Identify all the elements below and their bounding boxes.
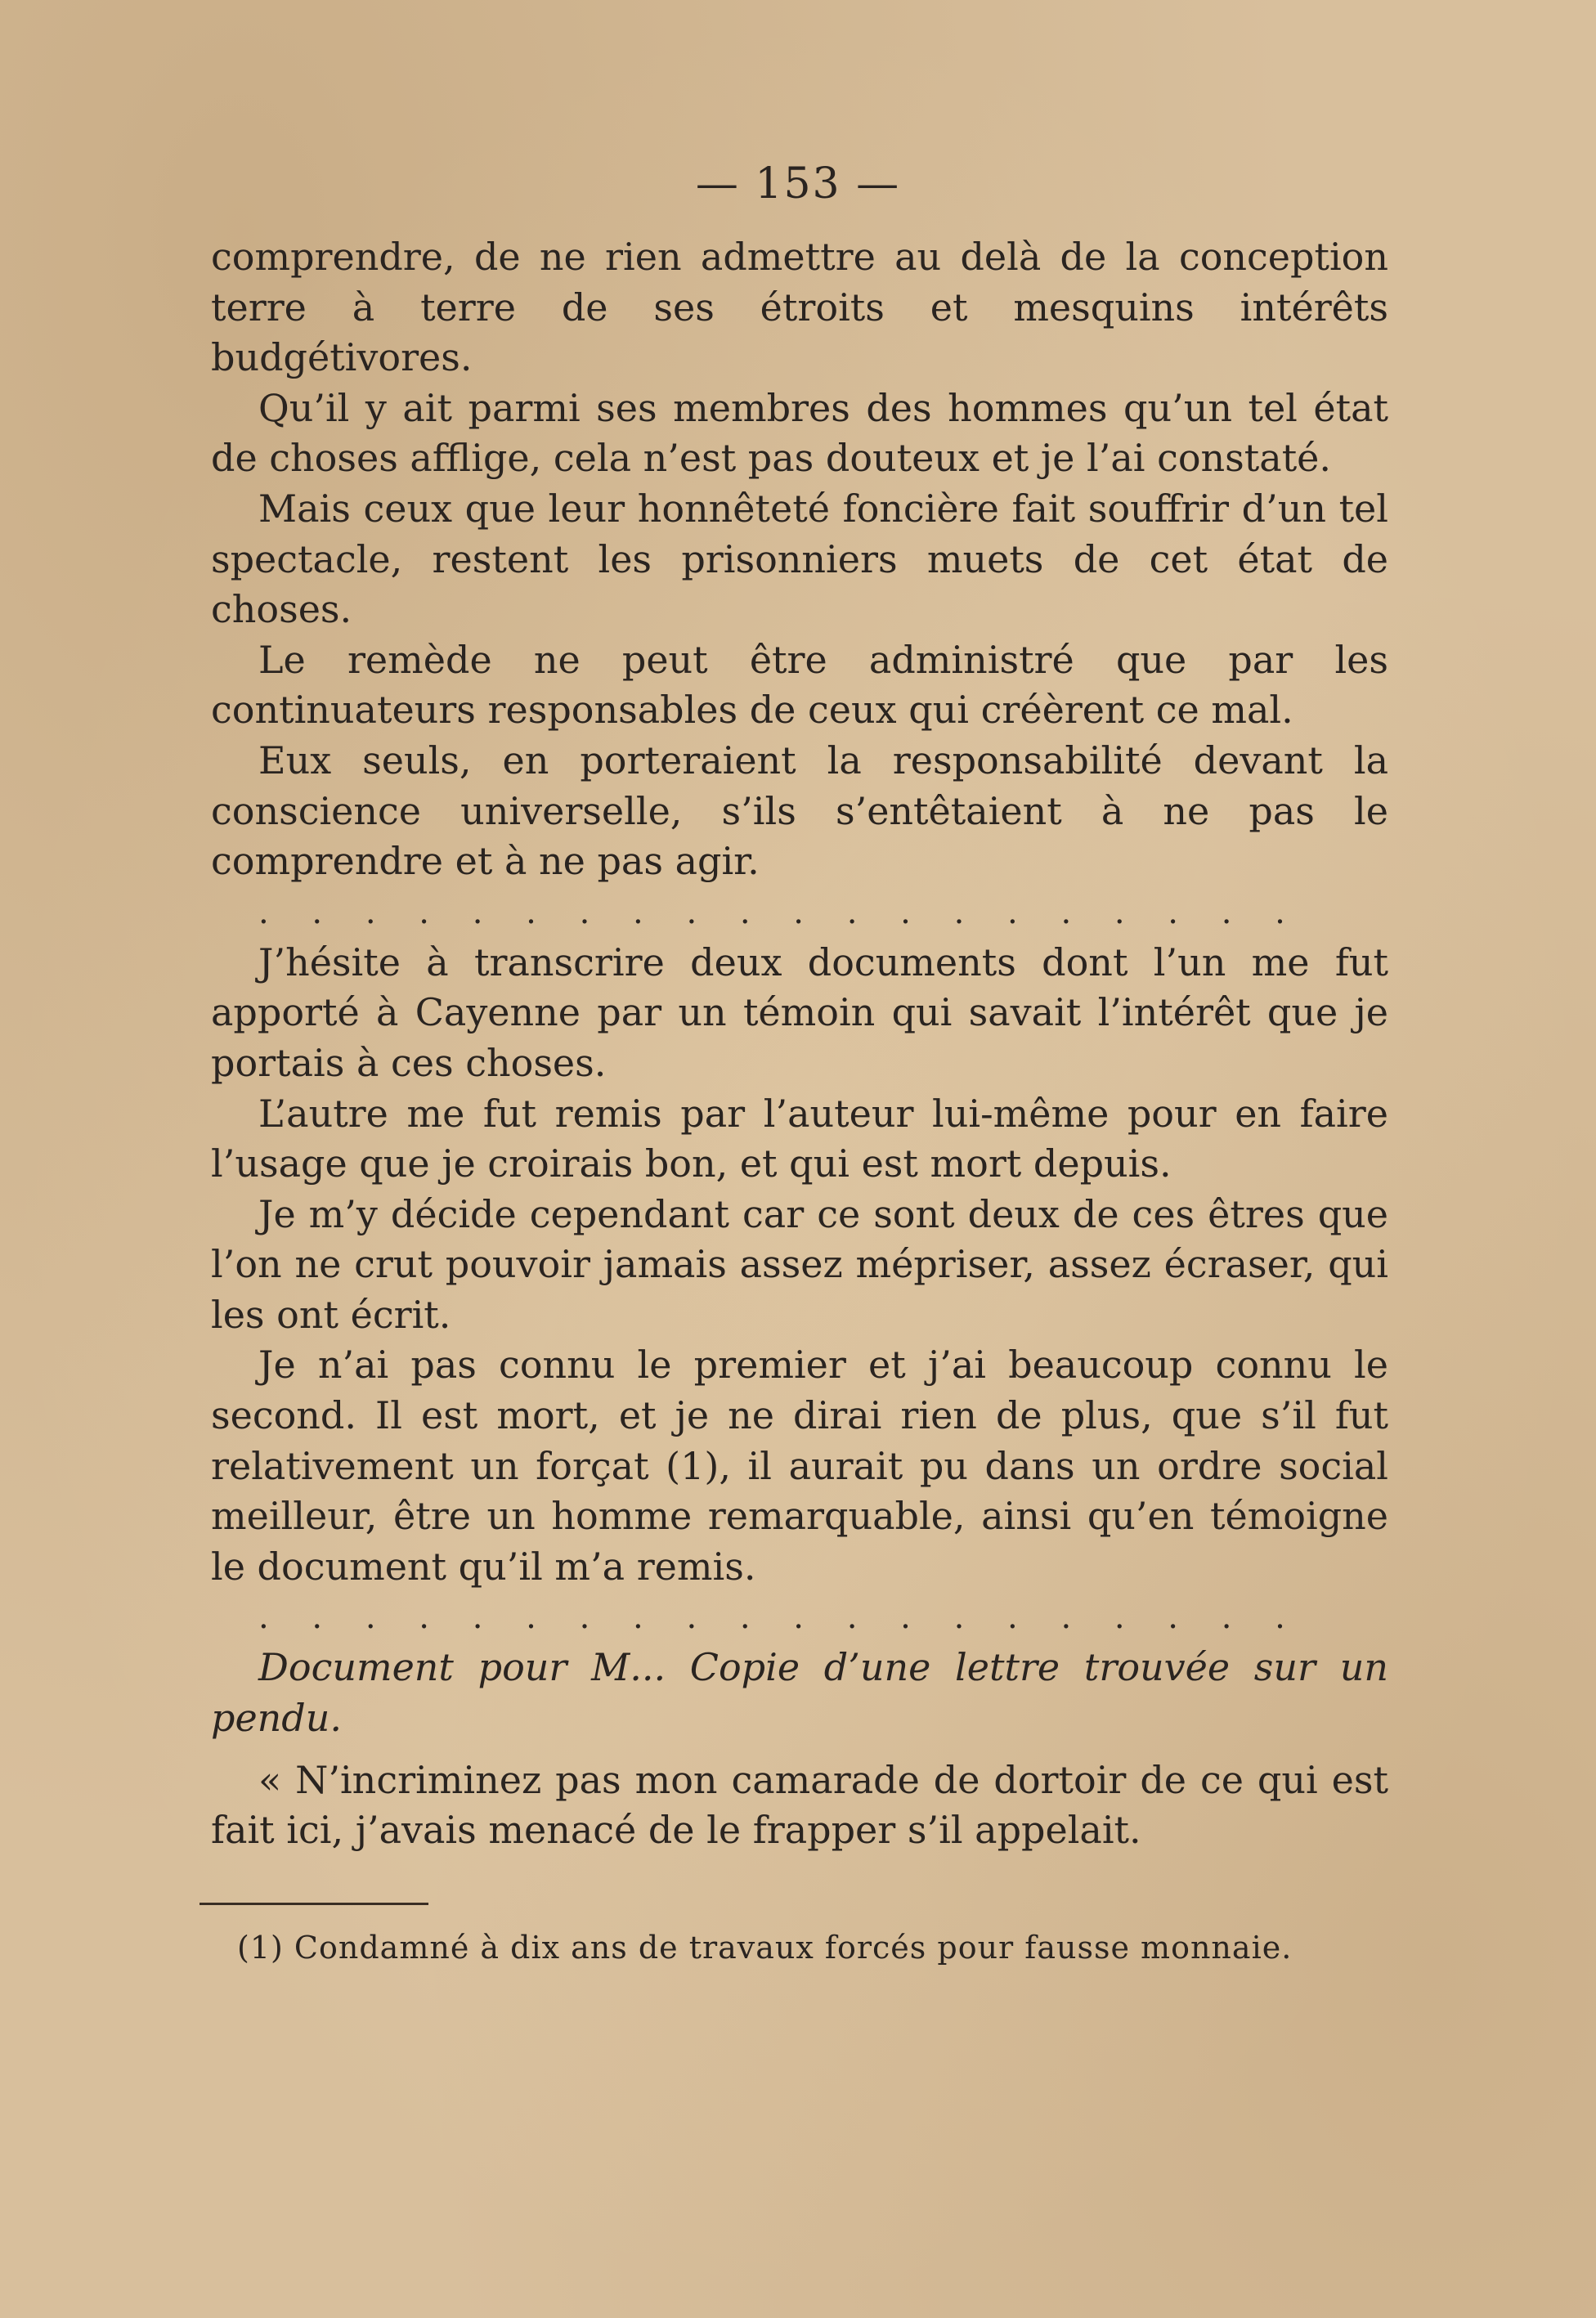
dotted-separator: . . . . . . . . . . . . . . . . . . . .: [258, 1598, 1302, 1637]
document-title: Document pour M... Copie d’une lettre trouvée sur un pendu.: [211, 1645, 1388, 1741]
paragraph: Mais ceux que leur honnêteté foncière fait souffrir d’un tel spectacle, restent les prisonniers muets de cet état de choses.: [211, 486, 1388, 632]
footnote: (1) Condamné à dix ans de travaux forcés pour fausse monnaie.: [237, 1930, 1293, 1966]
paragraph: Je n’ai pas connu le premier et j’ai beaucoup connu le second. Il est mort, et je ne dirai rien de plus, que s’il fut relativement un forçat (1), il aurait pu dans un ordre social meilleur, être un homme remarquable, ainsi qu’en témoigne le document qu’il m’a remis.: [211, 1343, 1388, 1589]
paragraph: Je m’y décide cependant car ce sont deux de ces êtres que l’on ne crut pouvoir jamais assez mépriser, assez écraser, qui les ont écrit.: [211, 1191, 1388, 1337]
page-number: — 153 —: [695, 159, 901, 208]
paragraph: L’autre me fut remis par l’auteur lui-même pour en faire l’usage que je croirais bon, et qui est mort depuis.: [211, 1091, 1388, 1186]
dotted-separator: . . . . . . . . . . . . . . . . . . . .: [258, 893, 1302, 931]
quote-paragraph: « N’incriminez pas mon camarade de dortoir de ce qui est fait ici, j’avais menacé de le frapper s’il appelait.: [211, 1757, 1388, 1853]
paragraph: comprendre, de ne rien admettre au delà de la conception terre à terre de ses étroits et mesquins intérêts budgétivores.: [211, 235, 1388, 380]
footnote-divider: [200, 1903, 428, 1905]
paragraph: Qu’il y ait parmi ses membres des hommes qu’un tel état de choses afflige, cela n’est pas douteux et je l’ai constaté.: [211, 385, 1388, 481]
body-text: [211, 232, 1388, 1856]
paragraph: Eux seuls, en porteraient la responsabilité devant la conscience universelle, s’ils s’entêtaient à ne pas le comprendre et à ne pas agir.: [211, 738, 1388, 884]
paragraph: J’hésite à transcrire deux documents dont l’un me fut apporté à Cayenne par un témoin qui savait l’intérêt que je portais à ces choses.: [211, 939, 1388, 1085]
paragraph: Le remède ne peut être administré que par les continuateurs responsables de ceux qui créèrent ce mal.: [211, 637, 1388, 733]
